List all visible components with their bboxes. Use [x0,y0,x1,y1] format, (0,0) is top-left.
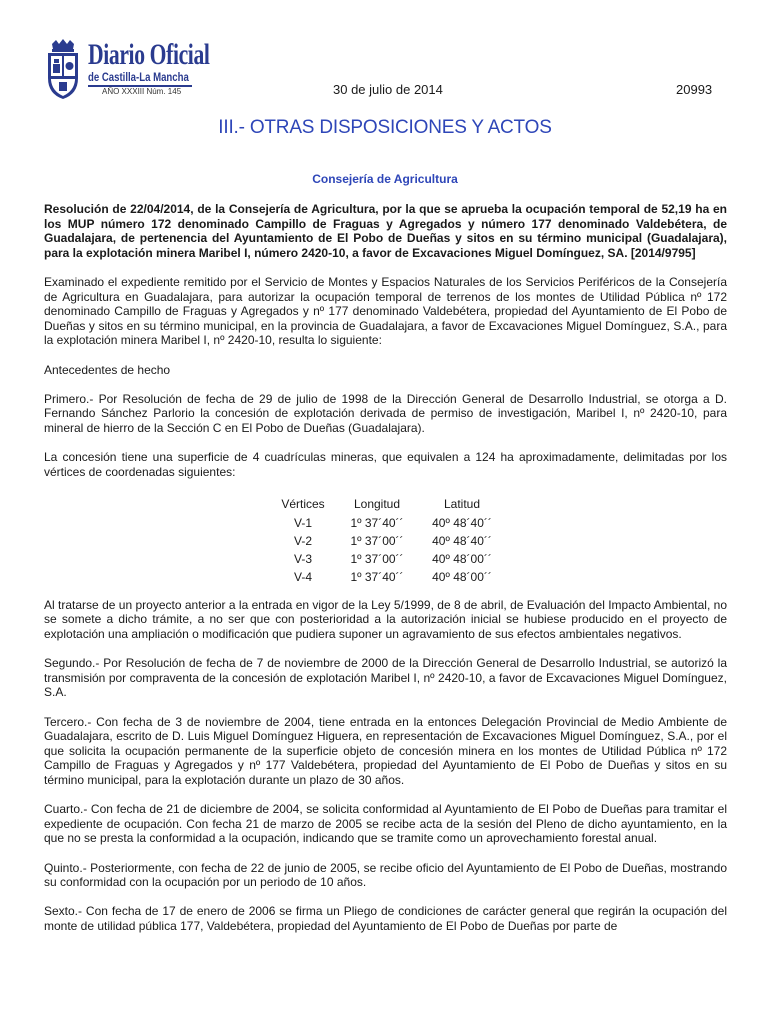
table-header: Longitud [353,496,401,511]
table-header: Vértices [281,496,325,511]
table-cell: 40º 48´00´´ [432,551,492,566]
table-cell: V-2 [293,533,312,548]
paragraph-evaluacion: Al tratarse de un proyecto anterior a la entrada en vigor de la Ley 5/1999, de 8 de abril, de Evaluación del Impacto Ambiental, no se somete a dicho trámite, a no ser que con posterioridad a la autorización inicial se hubiese producido en el proyecto de explotación una ampliación o modificación que pudiera suponer un agravamiento de sus efectos ambientales negativos. [44,597,727,642]
logo-title: Diario Oficial [88,38,210,71]
logo-subtitle: de Castilla-La Mancha [88,70,189,84]
table-cell: 1º 37´40´´ [350,515,404,530]
intro-paragraph: Examinado el expediente remitido por el Servicio de Montes y Espacios Naturales de los Servicios Periféricos de la Consejería de Agricultura en Guadalajara, para autorizar la ocupación temporal de terrenos de los montes de Utilidad Pública nº 172 denominado Campillo de Fraguas y Agregados y nº 177 denominado Valdebétera, propiedad del Ayuntamiento de El Pobo de Dueñas y sitos en su término municipal, en la provincia de Guadalajara, a favor de Excavaciones Miguel Domínguez, S.A., para la explotación minera Maribel I, nº 2420-10, resulta lo siguiente: [44,274,727,348]
table-cell: 1º 37´00´´ [350,551,404,566]
paragraph-sexto: Sexto.- Con fecha de 17 de enero de 2006 se firma un Pliego de condiciones de carácter general que regirán la ocupación del monte de utilidad pública 177, Valdebétera, propiedad del Ayuntamiento de El Pobo de Dueñas por parte de [44,904,727,933]
paragraph-cuarto: Cuarto.- Con fecha de 21 de diciembre de 2004, se solicita conformidad al Ayuntamiento de El Pobo de Dueñas para tramitar el expediente de ocupación. Con fecha 21 de marzo de 2005 se recibe acta de la sesión del Pleno de dicho ayuntamiento, en la que no se presta la conformidad a la ocupación, indicando que se tramite como un aprovechamiento forestal anual. [44,802,727,846]
table-cell: V-4 [293,569,312,584]
document-body [44,202,727,948]
page-number: 20993 [676,82,713,97]
table-row [274,550,502,568]
department-heading: Consejería de Agricultura [312,172,458,186]
table-header-row [274,494,502,514]
coordinates-table [274,494,502,586]
table-cell: 1º 37´40´´ [350,569,404,584]
section-heading: Antecedentes de hecho [44,362,171,377]
issue-number: AÑO XXXIII Núm. 145 [102,87,182,96]
table-cell: V-1 [293,515,312,530]
table-row [274,532,502,550]
table-row [274,568,502,586]
paragraph-tercero: Tercero.- Con fecha de 3 de noviembre de 2004, tiene entrada en la entonces Delegación Provincial de Medio Ambiente de Guadalajara, escrito de D. Luis Miguel Domínguez Higuera, en representación de Excavaciones Miguel Domínguez, S.A., por el que solicita la ocupación permanente de la superficie objeto de concesión minera en los montes de Utilidad Pública nº 172 Campillo de Fraguas y Agregados y nº 177 Valdebétera, propiedad del Ayuntamiento de El Pobo de Dueñas y sitos en su término municipal, para la explotación durante un plazo de 30 años. [44,714,727,787]
paragraph-segundo: Segundo.- Por Resolución de fecha de 7 de noviembre de 2000 de la Dirección General de Desarrollo Industrial, se autorizó la transmisión por compraventa de la concesión de explotación Maribel I, nº 2420-10, a favor de Excavaciones Miguel Domínguez, S.A. [44,656,727,700]
table-cell: 1º 37´00´´ [350,533,404,548]
paragraph-concesion: La concesión tiene una superficie de 4 cuadrículas mineras, que equivalen a 124 ha aproximadamente, delimitadas por los vértices de coordenadas siguientes: [44,450,727,479]
table-cell: 40º 48´00´´ [432,569,492,584]
table-cell: 40º 48´40´´ [432,533,492,548]
paragraph-primero: Primero.- Por Resolución de fecha de 29 de julio de 1998 de la Dirección General de Desarrollo Industrial, se otorga a D. Fernando Sánchez Parlorio la concesión de explotación derivada de permiso de investigación, Maribel I, nº 2420-10, para mineral de hierro de la Sección C en El Pobo de Dueñas (Guadalajara). [44,391,727,435]
publication-date: 30 de julio de 2014 [333,82,443,97]
coat-of-arms-icon [42,38,84,100]
table-row [274,514,502,532]
resolution-title: Resolución de 22/04/2014, de la Consejería de Agricultura, por la que se aprueba la ocupación temporal de 52,19 ha en los MUP número 172 denominado Campillo de Fraguas y Agregados y número 177 denominado Valdebétera, de Guadalajara, de pertenencia del Ayuntamiento de El Pobo de Dueñas y sitos en su término municipal (Guadalajara), para la explotación minera Maribel I, número 2420-10, a favor de Excavaciones Miguel Domínguez, SA. [2014/9795] [44,202,727,260]
table-cell: V-3 [293,551,312,566]
section-title: III.- OTRAS DISPOSICIONES Y ACTOS [218,117,552,138]
paragraph-quinto: Quinto.- Posteriormente, con fecha de 22 de junio de 2005, se recibe oficio del Ayuntamiento de El Pobo de Dueñas, mostrando su conformidad con la ocupación por un periodo de 10 años. [44,860,727,890]
table-header: Latitud [443,496,481,511]
table-cell: 40º 48´40´´ [432,515,492,530]
diario-oficial-logo [42,38,210,100]
